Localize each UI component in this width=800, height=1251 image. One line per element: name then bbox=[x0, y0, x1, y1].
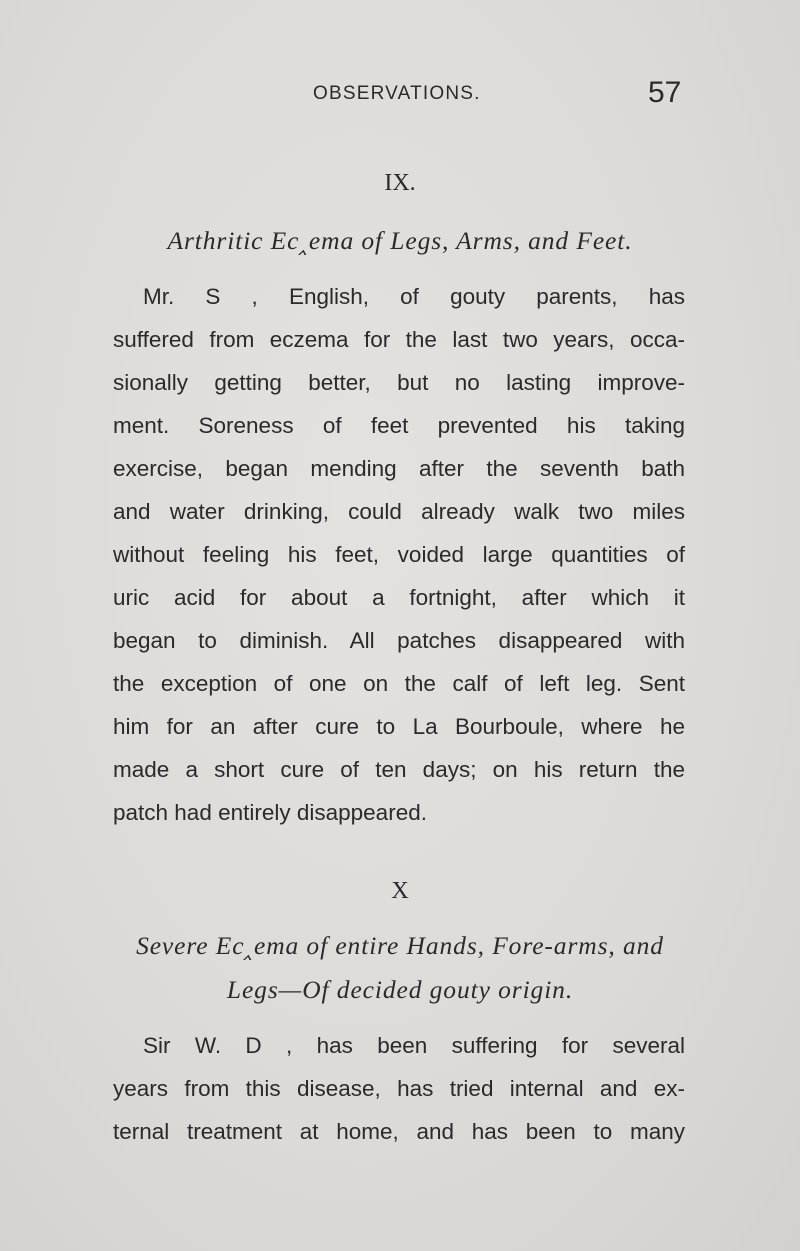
running-title: OBSERVATIONS. bbox=[313, 83, 481, 104]
paragraph-line: ternal treatment at home, and has been to many bbox=[113, 1119, 685, 1144]
paragraph-line: years from this disease, has tried internal and ex- bbox=[113, 1076, 685, 1101]
paragraph-line: exercise, began mending after the seventh bath bbox=[113, 456, 685, 481]
paragraph-line: sionally getting better, but no lasting improve- bbox=[113, 370, 685, 395]
paragraph-line: without feeling his feet, voided large quantities of bbox=[113, 542, 685, 567]
paragraph-line: uric acid for about a fortnight, after which it bbox=[113, 585, 685, 610]
paragraph-line: the exception of one on the calf of left leg. Sent bbox=[113, 671, 685, 696]
section-number: IX. bbox=[384, 170, 416, 196]
paragraph-line: him for an after cure to La Bourboule, where he bbox=[113, 714, 685, 739]
paragraph-line: Sir W. D , has been suffering for several bbox=[143, 1033, 685, 1058]
paragraph-line: ment. Soreness of feet prevented his taking bbox=[113, 413, 685, 438]
paragraph-line: and water drinking, could already walk two miles bbox=[113, 499, 685, 524]
paragraph-line: suffered from eczema for the last two years, occa- bbox=[113, 327, 685, 352]
section-number: X bbox=[391, 878, 409, 904]
section-heading: Severe Ec‸ema of entire Hands, Fore-arms, and bbox=[136, 931, 664, 960]
paragraph-line: made a short cure of ten days; on his return the bbox=[113, 757, 685, 782]
section-heading: Legs—Of decided gouty origin. bbox=[226, 975, 574, 1004]
page-number: 57 bbox=[648, 76, 682, 109]
paragraph-line: began to diminish. All patches disappeared with bbox=[113, 628, 685, 653]
paragraph-line: Mr. S , English, of gouty parents, has bbox=[143, 284, 685, 309]
section-heading: Arthritic Ec‸ema of Legs, Arms, and Feet. bbox=[167, 226, 633, 255]
paragraph-line: patch had entirely disappeared. bbox=[113, 800, 427, 825]
